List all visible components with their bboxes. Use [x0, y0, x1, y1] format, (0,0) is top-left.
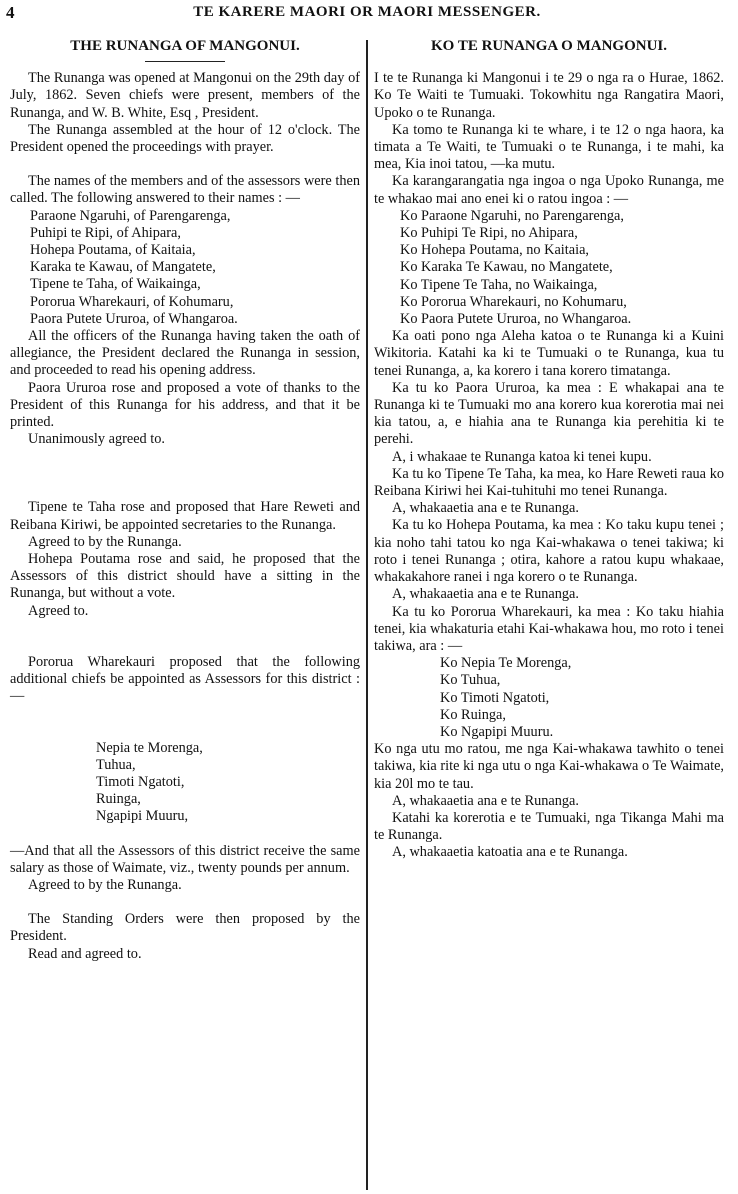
- paragraph: A, i whakaae te Runanga katoa ki tenei kupu.: [392, 448, 652, 465]
- paragraph: Ka tu ko Hohepa Poutama, ka mea : Ko taku kupu tenei ; kia noho tahi tatou ko nga Kai-whakawa o tenei takiwa; ki roto i tenei Runanga ; otira, kahore a ratou kupu whakaae, whakakahore ranei i nga korero o te Runanga.: [374, 517, 724, 586]
- list-item: Nepia te Morenga,: [96, 739, 203, 756]
- paragraph: —And that all the Assessors of this district receive the same salary as those of Waimate, viz., twenty pounds per annum.: [10, 842, 360, 876]
- paragraph: Read and agreed to.: [28, 945, 142, 962]
- paragraph: Katahi ka korerotia e te Tumuaki, nga Tikanga Mahi ma te Runanga.: [374, 809, 724, 844]
- list-item: Ko Tuhua,: [440, 672, 501, 689]
- paragraph: I te te Runanga ki Mangonui i te 29 o nga ra o Hurae, 1862. Ko Te Waiti te Tumuaki. Tokowhitu nga Rangatira Maori, Upoko o te Runanga.: [374, 70, 724, 121]
- assessors-list: [10, 740, 360, 826]
- paragraph: Hohepa Poutama rose and said, he proposed that the Assessors of this district should have a sitting in the Runanga, but without a vote.: [10, 551, 360, 602]
- english-column: [10, 38, 360, 963]
- paragraph: A, whakaaetia ana e te Runanga.: [392, 586, 579, 603]
- paragraph: Ko nga utu mo ratou, me nga Kai-whakawa tawhito o tenei takiwa, kia rite ki nga utu o nga Kai-whakawa o Te Waimate, kia 20l mo te tau.: [374, 741, 724, 792]
- assessors-list: [374, 655, 724, 741]
- list-item: Paraone Ngaruhi, of Parengarenga,: [30, 207, 231, 224]
- paragraph: Agreed to by the Runanga.: [28, 876, 182, 893]
- paragraph: The names of the members and of the assessors were then called. The following answered to their names : —: [10, 173, 360, 207]
- spacer: [10, 156, 360, 173]
- spacer: [10, 448, 360, 499]
- list-item: Pororua Wharekauri, of Kohumaru,: [30, 293, 234, 310]
- list-item: Puhipi te Ripi, of Ahipara,: [30, 224, 181, 241]
- paragraph: A, whakaaetia ana e te Runanga.: [392, 792, 579, 809]
- list-item: Tipene te Taha, of Waikainga,: [30, 276, 201, 293]
- maori-column: [374, 38, 724, 862]
- paragraph: Ka tu ko Tipene Te Taha, ka mea, ko Hare Reweti raua ko Reibana Kiriwi hei Kai-tuhituhi mo tenei Runanga.: [374, 465, 724, 500]
- list-item: Hohepa Poutama, of Kaitaia,: [30, 242, 196, 259]
- members-list: [10, 208, 360, 328]
- paragraph: Agreed to by the Runanga.: [28, 533, 182, 550]
- paragraph: Ka karangarangatia nga ingoa o nga Upoko Runanga, me te whakao mai ano enei ki o ratou ingoa : —: [374, 173, 724, 207]
- list-item: Karaka te Kawau, of Mangatete,: [30, 259, 216, 276]
- list-item: Ko Nepia Te Morenga,: [440, 655, 572, 672]
- page-header: [6, 3, 728, 25]
- paragraph: Pororua Wharekauri proposed that the following additional chiefs be appointed as Assessors for this district : —: [10, 653, 360, 705]
- column-divider: [366, 40, 368, 1190]
- spacer: [10, 620, 360, 654]
- running-title: TE KARERE MAORI OR MAORI MESSENGER.: [193, 4, 541, 20]
- paragraph: Tipene te Taha rose and proposed that Hare Reweti and Reibana Kiriwi, be appointed secretaries to the Runanga.: [10, 499, 360, 533]
- english-title: THE RUNANGA OF MANGONUI.: [70, 38, 300, 54]
- paragraph: Ka tu ko Pororua Wharekauri, ka mea : Ko taku hiahia tenei, kia whakaturia etahi Kai-whakawa hou, mo roto i tenei takiwa, ara : —: [374, 603, 724, 654]
- paragraph: The Runanga was opened at Mangonui on the 29th day of July, 1862. Seven chiefs were present, members of the Runanga, and W. B. White, Esq , President.: [10, 70, 360, 121]
- maori-title: KO TE RUNANGA O MANGONUI.: [431, 38, 667, 54]
- paragraph: A, whakaaetia ana e te Runanga.: [392, 500, 579, 517]
- members-list: [374, 208, 724, 328]
- spacer: [10, 894, 360, 911]
- list-item: Ko Paraone Ngaruhi, no Parengarenga,: [400, 207, 624, 224]
- list-item: Ko Tipene Te Taha, no Waikainga,: [400, 276, 598, 293]
- list-item: Tuhua,: [96, 756, 136, 773]
- paragraph: Ka tomo te Runanga ki te whare, i te 12 o nga haora, ka timata a Te Waiti, te Tumuaki o te Runanga, i te mahi, ka mea, Kia inoi tatou, —ka mutu.: [374, 121, 724, 173]
- list-item: Ngapipi Muuru,: [96, 808, 189, 825]
- list-item: Ko Pororua Wharekauri, no Kohumaru,: [400, 293, 627, 310]
- paragraph: Paora Ururoa rose and proposed a vote of thanks to the President of this Runanga for his address, and that it be printed.: [10, 379, 360, 431]
- paragraph: The Standing Orders were then proposed by the President.: [10, 911, 360, 945]
- paragraph: Ka oati pono nga Aleha katoa o te Runanga ki a Kuini Wikitoria. Katahi ka ki te Tumuaki o te Runanga, kua tu tenei Runanga, a, ka korero i tana korero timatanga.: [374, 328, 724, 379]
- spacer: [10, 826, 360, 843]
- list-item: Ko Karaka Te Kawau, no Mangatete,: [400, 259, 613, 276]
- list-item: Ko Puhipi Te Ripi, no Ahipara,: [400, 225, 578, 242]
- paragraph: The Runanga assembled at the hour of 12 o'clock. The President opened the proceedings with prayer.: [10, 121, 360, 156]
- spacer: [10, 706, 360, 740]
- list-item: Ko Hohepa Poutama, no Kaitaia,: [400, 242, 589, 259]
- paragraph: Unanimously agreed to.: [28, 431, 165, 448]
- title-rule: [145, 61, 225, 62]
- list-item: Timoti Ngatoti,: [96, 773, 185, 790]
- paragraph: Ka tu ko Paora Ururoa, ka mea : E whakapai ana te Runanga ki te Tumuaki mo ana korero kua korerotia mai nei kia tatou, a, e hiahia ana te Runanga kia perehitia ki te perehi.: [374, 379, 724, 448]
- list-item: Ko Timoti Ngatoti,: [440, 689, 550, 706]
- list-item: Ruinga,: [96, 791, 141, 808]
- paragraph: Agreed to.: [28, 602, 89, 619]
- page-number: 4: [6, 3, 15, 22]
- list-item: Ko Ngapipi Muuru.: [440, 723, 554, 740]
- list-item: Ko Ruinga,: [440, 706, 506, 723]
- paragraph: All the officers of the Runanga having taken the oath of allegiance, the President declared the Runanga in session, and proceeded to read his opening address.: [10, 328, 360, 379]
- paragraph: A, whakaaetia katoatia ana e te Runanga.: [392, 844, 628, 861]
- list-item: Paora Putete Ururoa, of Whangaroa.: [30, 310, 238, 327]
- list-item: Ko Paora Putete Ururoa, no Whangaroa.: [400, 311, 632, 328]
